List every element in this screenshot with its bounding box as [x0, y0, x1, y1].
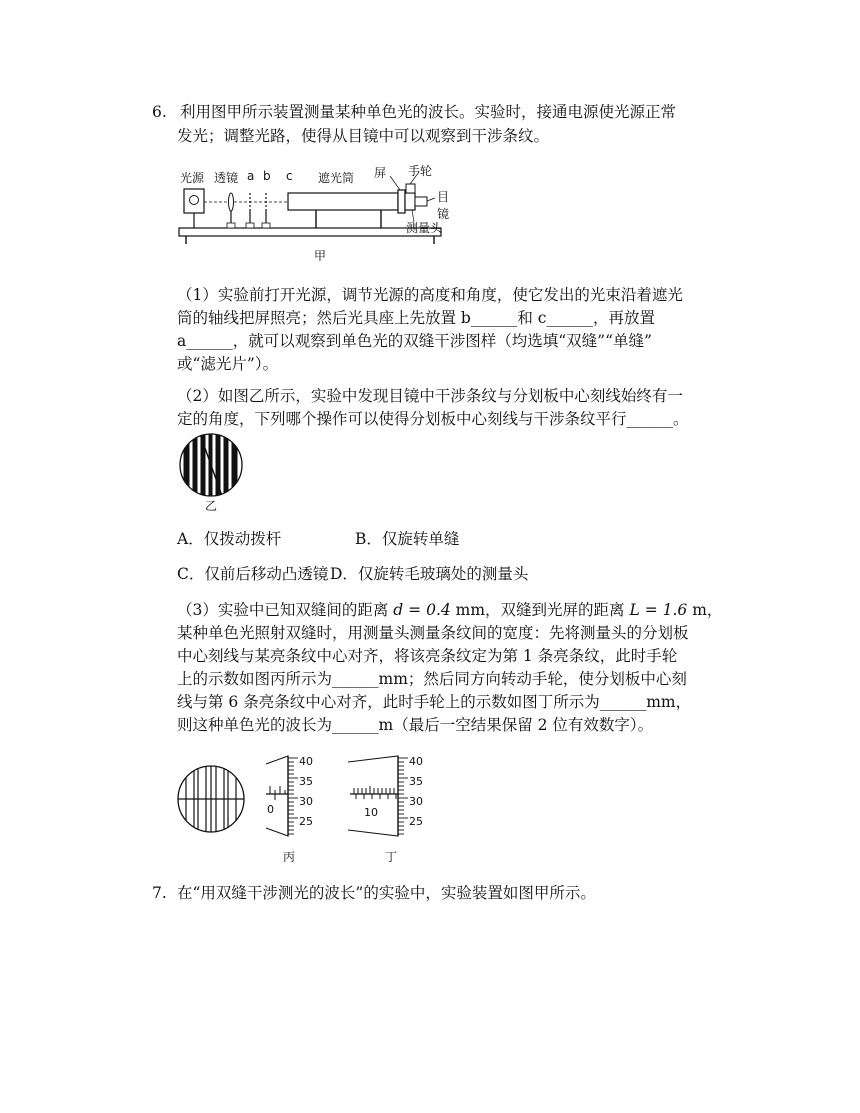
element-b-base	[262, 223, 270, 228]
screen-element	[398, 190, 405, 213]
figure-ding-caption: 丁	[385, 850, 398, 864]
figure-bing-caption: 丙	[283, 850, 296, 864]
lens-element	[229, 193, 234, 211]
bing-tick-40: 40	[299, 755, 313, 768]
q6-stem-line2: 发光；调整光路，使得从目镜中可以观察到干涉条纹。	[177, 127, 550, 145]
symbol-d: d	[393, 601, 404, 619]
lens-base	[227, 223, 235, 228]
main-scale-ticks	[354, 786, 396, 799]
ding-main-ten: 10	[364, 806, 378, 819]
part3-line1-c: m，	[687, 601, 723, 619]
part3-eq1: =	[403, 601, 427, 619]
element-a-base	[246, 223, 254, 228]
part3-line5: 线与第 6 条亮条纹中心对齐，此时手轮上的示数如图丁所示为______mm，	[177, 693, 692, 711]
label-handwheel: 手轮	[408, 164, 433, 178]
option-b: B．仅旋转单缝	[355, 530, 460, 548]
ding-tick-40: 40	[409, 755, 423, 768]
bing-main-zero: 0	[267, 803, 274, 816]
figure-bing-view	[176, 764, 246, 834]
bing-tick-35: 35	[299, 775, 313, 788]
optical-bench	[179, 228, 441, 236]
part1-line1: （1）实验前打开光源，调节光源的高度和角度，使它发出的光束沿着遮光	[177, 286, 683, 304]
label-lens: 透镜	[214, 171, 239, 185]
label-measuring-head: 测量头	[406, 221, 443, 235]
ding-micrometer-drawing	[348, 752, 438, 842]
figure-yi-drawing	[178, 432, 244, 498]
leader-eyepiece	[427, 198, 435, 201]
eyepiece-icon	[415, 197, 427, 206]
ding-tick-25: 25	[409, 815, 423, 828]
ding-tick-30: 30	[409, 795, 423, 808]
label-a: a	[247, 169, 255, 183]
part3-line1-b: mm，双缝到光屏的距离	[450, 601, 630, 619]
main-scale-ticks	[270, 786, 285, 800]
q7-number: 7.	[152, 884, 167, 902]
q7-stem: 在“用双缝干涉测光的波长”的实验中，实验装置如图甲所示。	[177, 884, 596, 902]
label-eyepiece: 目镜	[437, 190, 450, 221]
part3-line4: 上的示数如图丙所示为______mm；然后同方向转动手轮，使分划板中心刻	[177, 670, 687, 688]
bing-tick-25: 25	[299, 815, 313, 828]
vertical-fringes	[176, 764, 246, 834]
label-c: c	[286, 169, 293, 183]
label-b: b	[263, 169, 271, 183]
figure-bing-micrometer	[262, 752, 342, 842]
option-a: A．仅拨动拨杆	[177, 530, 282, 548]
bulb-icon	[190, 196, 199, 205]
q6-number: 6.	[152, 103, 167, 121]
part1-line4: 或“滤光片”）。	[177, 355, 279, 373]
part3-line2: 某种单色光照射双缝时，用测量头测量条纹间的宽度：先将测量头的分划板	[177, 624, 689, 642]
part1-line2: 筒的轴线把屏照亮；然后光具座上先放置 b______和 c______，再放置	[177, 309, 655, 327]
figure-jia-caption: 甲	[314, 249, 327, 263]
part3-line1	[177, 599, 722, 622]
thimble-ticks	[398, 758, 408, 834]
part3-line6: 则这种单色光的波长为______m（最后一空结果保留 2 位有效数字）。	[177, 716, 654, 734]
value-d: 0.4	[426, 601, 451, 619]
option-c: C．仅前后移动凸透镜	[177, 565, 329, 583]
measuring-head-body	[405, 193, 415, 210]
thimble-ticks	[288, 758, 298, 834]
part1-line3: a______，就可以观察到单色光的双缝干涉图样（均选填“双缝”“单缝”	[177, 332, 652, 350]
part3-line3: 中心刻线与某亮条纹中心对齐，将该亮条纹定为第 1 条亮条纹，此时手轮	[177, 647, 678, 665]
ding-tick-35: 35	[409, 775, 423, 788]
figure-ding-micrometer	[348, 752, 438, 842]
figure-bing-view-drawing	[176, 764, 246, 834]
figure-jia-apparatus	[176, 160, 456, 260]
option-d: D．仅旋转毛玻璃处的测量头	[330, 565, 529, 583]
part2-line1: （2）如图乙所示，实验中发现目镜中干涉条纹与分划板中心刻线始终有一	[177, 387, 683, 405]
part2-line2: 定的角度，下列哪个操作可以使得分划板中心刻线与干涉条纹平行______。	[177, 410, 689, 428]
handwheel-icon	[406, 184, 415, 193]
shading-tube	[288, 193, 398, 210]
label-tube: 遮光筒	[318, 171, 355, 185]
bing-tick-30: 30	[299, 795, 313, 808]
value-L: 1.6	[662, 601, 688, 619]
leader-screen	[390, 176, 400, 190]
symbol-L: L	[629, 601, 640, 619]
part3-line1-a: （3）实验中已知双缝间的距离	[177, 601, 394, 619]
label-screen: 屏	[374, 166, 387, 180]
q6-stem-line1: 利用图甲所示装置测量某种单色光的波长。实验时，接通电源使光源正常	[180, 103, 677, 121]
thimble-outline	[266, 756, 288, 836]
label-light-source: 光源	[180, 171, 205, 185]
figure-yi	[178, 432, 244, 498]
part3-eq2: =	[639, 601, 663, 619]
figure-yi-caption: 乙	[205, 499, 218, 513]
